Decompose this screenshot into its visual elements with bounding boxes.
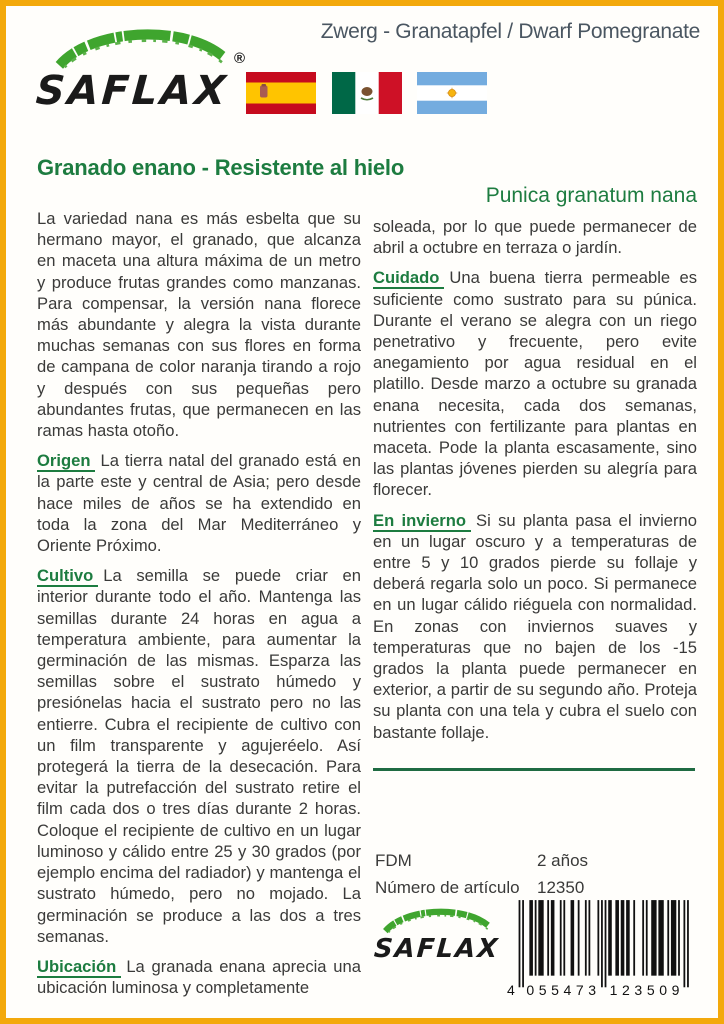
section-label-cultivo: Cultivo [37, 566, 98, 587]
registered-mark-icon: ® [234, 50, 246, 67]
brand-wordmark: SAFLAX [34, 68, 230, 114]
ean-barcode [506, 898, 692, 1001]
intro-paragraph: La variedad nana es más esbelta que su hermano mayor, el granado, que alcanza en maceta una altura máxima de un metro y produce frutas grandes como manzanas. Para compensar, la versión nana florece más abundante y alegra la vista durante muchas semanas con sus flores en forma de campana de color naranja tirando a rojo y después con sus pequeñas pero abundantes frutas, que permanecen en las ramas hasta otoño. [37, 209, 361, 441]
barcode-lead-digit: 4 [506, 982, 515, 999]
page-title: Granado enano - Resistente al hielo [37, 155, 405, 180]
info-row-article-number [375, 878, 695, 898]
section-text-ubicacion: La granada enana aprecia una ubicación luminosa y completamente [37, 956, 361, 998]
argentina-flag-icon [417, 72, 487, 114]
section-invierno [373, 510, 697, 743]
section-cuidado [373, 267, 697, 500]
brand-wordmark: SAFLAX [372, 934, 501, 964]
info-label: Número de artículo [375, 878, 520, 897]
info-row-fdm [375, 851, 695, 871]
right-text-column [373, 216, 697, 766]
section-cultivo [37, 565, 361, 947]
section-origen [37, 450, 361, 556]
section-label-cuidado: Cuidado [373, 268, 444, 289]
ubicacion-continuation: soleada, por lo que puede permanecer de abril a octubre en terraza o jardín. [373, 217, 697, 258]
barcode-left-digits: 055473 [526, 982, 597, 999]
section-text-invierno: Si su planta pasa el invierno en un lugar oscuro y a temperaturas de entre 5 y 10 grados pierde su follaje y deberá regarla solo un poco. Si permanece en un lugar cálido riéguela con normalidad. En zonas con inviernos suaves y temperaturas que no bajen de los -15 grados la planta puede permanecer en exterior, a partir de su segundo año. Proteja su planta con una tela y cubra el suelo con bastante follaje. [373, 510, 697, 742]
brand-arc-icon [382, 904, 494, 934]
section-text-cultivo: La semilla se puede criar en interior durante todo el año. Mantenga las semillas durante 24 horas en agua a temperatura ambiente, para aumentar la germinación de las mismas. Esparza las semillas sobre el sustrato húmedo y presiónelas hacia el sustrato pero no las entierre. Cubra el recipiente de cultivo con un film transparente y agujeréelo. Así protegerá la tierra de la desecación. Para evitar la putrefacción del sustrato retire el film cada dos o tres días durante 2 horas. Coloque el recipiente de cultivo en un lugar luminoso y cálido entre 25 y 30 grados (por ejemplo encima del radiador) y mantenga el sustrato húmedo, pero no mojado. La germinación se produce a las dos a tres semanas. [37, 566, 361, 946]
brand-logo [36, 18, 251, 118]
section-text-cuidado: Una buena tierra permeable es suficiente como sustrato para su púnica. Durante el verano se alegra con un riego penetrativo y frecuente, pero evite anegamiento por agua residual en el platillo. Desde marzo a octubre su granada enana necesita, cada dos semanas, nutrientes con fertilizante para plantas en maceta. Pode la planta escasamente, sino las plantas jóvenes pierden su alegría para florecer. [373, 268, 697, 500]
section-ubicacion [37, 956, 361, 998]
product-info [375, 851, 695, 905]
section-text-origen: La tierra natal del granado está en la parte este y central de Asia; pero desde hace miles de años se ha extendido en toda la zona del Mar Mediterráneo y Oriente Próximo. [37, 451, 361, 556]
footer-divider [373, 768, 695, 771]
spain-flag-icon [246, 72, 316, 114]
section-label-invierno: En invierno [373, 511, 471, 532]
info-value: 2 años [537, 851, 589, 870]
botanical-name: Punica granatum nana [485, 184, 697, 207]
section-label-origen: Origen [37, 451, 95, 472]
brand-arc-icon [54, 22, 232, 70]
variety-title: Zwerg - Granatapfel / Dwarf Pomegranate [320, 20, 700, 43]
mexico-flag-icon [332, 72, 402, 114]
barcode-right-digits: 123509 [609, 982, 680, 999]
left-text-column [37, 208, 361, 1014]
info-value: 12350 [537, 878, 585, 897]
brand-logo-footer [372, 898, 502, 988]
info-label: FDM [375, 851, 412, 870]
section-label-ubicacion: Ubicación [37, 957, 121, 978]
